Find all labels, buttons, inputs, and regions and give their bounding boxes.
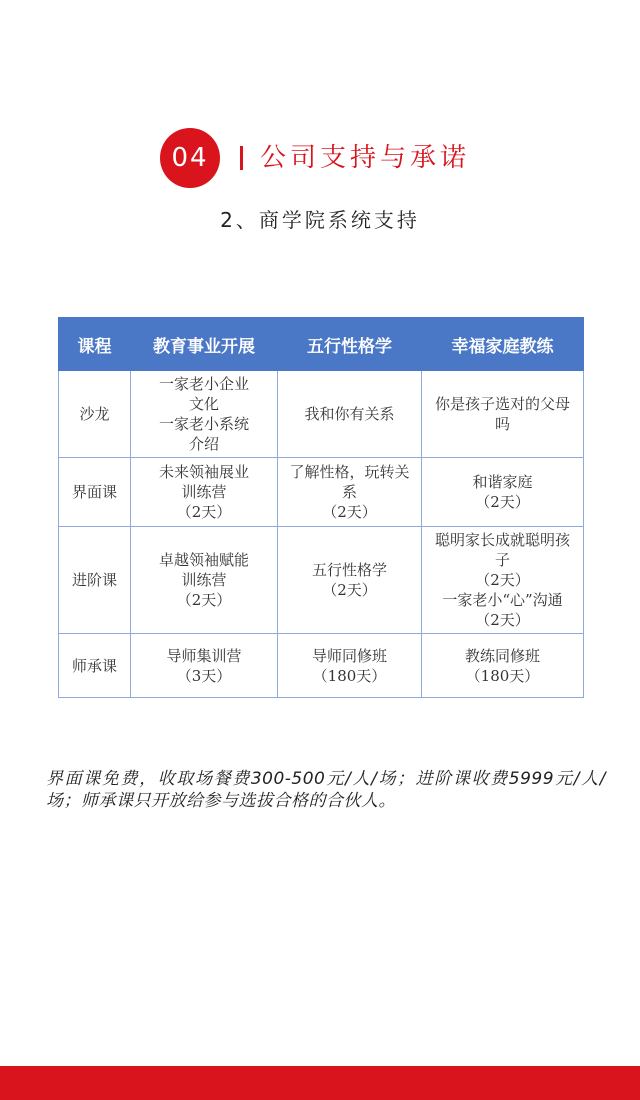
row-name: 进阶课 — [59, 527, 131, 634]
cell-line: 导师集训营 — [166, 646, 242, 665]
table-cell — [422, 458, 584, 527]
cell-line: 卓越领袖赋能 — [158, 551, 249, 569]
cell-line: 一家老小“心”沟通 — [442, 591, 563, 609]
cell-line: 训练营 — [181, 571, 227, 589]
table-row — [59, 527, 584, 634]
row-name: 沙龙 — [59, 371, 131, 458]
cell-line: 文化 — [188, 395, 219, 413]
header-family: 幸福家庭教练 — [422, 318, 584, 371]
cell-line: 五行性格学 — [311, 561, 387, 579]
cell-line: 和谐家庭 — [472, 473, 533, 491]
table-cell — [131, 371, 278, 458]
cell-line: （180天） — [465, 666, 540, 685]
course-table — [58, 317, 584, 698]
cell-line: 未来领袖展业 — [158, 463, 249, 481]
table-cell — [422, 634, 584, 698]
table-cell — [131, 458, 278, 527]
cell-line: 你是孩子选对的父母 — [434, 395, 570, 413]
table-cell — [278, 634, 422, 698]
cell-line: （2天） — [475, 493, 530, 511]
table-cell — [278, 458, 422, 527]
section-title: 公司支持与承诺 — [260, 143, 471, 173]
page-subtitle: 2、商学院系统支持 — [220, 208, 420, 232]
cell-line: （2天） — [475, 571, 530, 589]
table-cell — [131, 634, 278, 698]
pricing-note: 界面课免费，收取场餐费300-500元/人/场；进阶课收费5999元/人/场；师承课只开放给参与选拔合格的合伙人。 — [46, 769, 606, 811]
cell-line: （2天） — [475, 611, 530, 629]
cell-line: （2天） — [176, 503, 232, 521]
cell-line: （2天） — [322, 581, 377, 599]
cell-line: （3天） — [176, 666, 232, 685]
cell-line: 一家老小企业 — [158, 375, 249, 393]
cell-line: 训练营 — [181, 483, 227, 501]
table-cell — [422, 371, 584, 458]
header-education: 教育事业开展 — [131, 318, 278, 371]
row-name: 师承课 — [59, 634, 131, 698]
header-wuxing: 五行性格学 — [278, 318, 422, 371]
table-row — [59, 634, 584, 698]
table-header-row — [59, 318, 584, 371]
row-name: 界面课 — [59, 458, 131, 527]
section-header — [0, 128, 640, 188]
cell-line: 我和你有关系 — [304, 405, 395, 423]
cell-line: 聪明家长成就聪明孩 — [434, 531, 570, 549]
table-cell — [278, 371, 422, 458]
cell-line: 介绍 — [188, 435, 219, 453]
table-cell — [422, 527, 584, 634]
table-cell — [278, 527, 422, 634]
header-divider — [240, 146, 243, 170]
header-course: 课程 — [59, 318, 131, 371]
table-row — [59, 458, 584, 527]
cell-line: （180天） — [312, 666, 387, 685]
cell-line: （2天） — [176, 591, 232, 609]
cell-line: （2天） — [322, 503, 377, 521]
table-cell — [131, 527, 278, 634]
table-row — [59, 371, 584, 458]
cell-line: 吗 — [494, 415, 510, 433]
cell-line: 教练同修班 — [464, 646, 540, 665]
footer-bar — [0, 1066, 640, 1100]
cell-line: 一家老小系统 — [158, 415, 249, 433]
cell-line: 了解性格，玩转关 — [289, 463, 410, 481]
cell-line: 导师同修班 — [311, 646, 387, 665]
cell-line: 系 — [341, 483, 357, 501]
section-number-badge: 04 — [160, 128, 220, 188]
cell-line: 子 — [494, 551, 510, 569]
